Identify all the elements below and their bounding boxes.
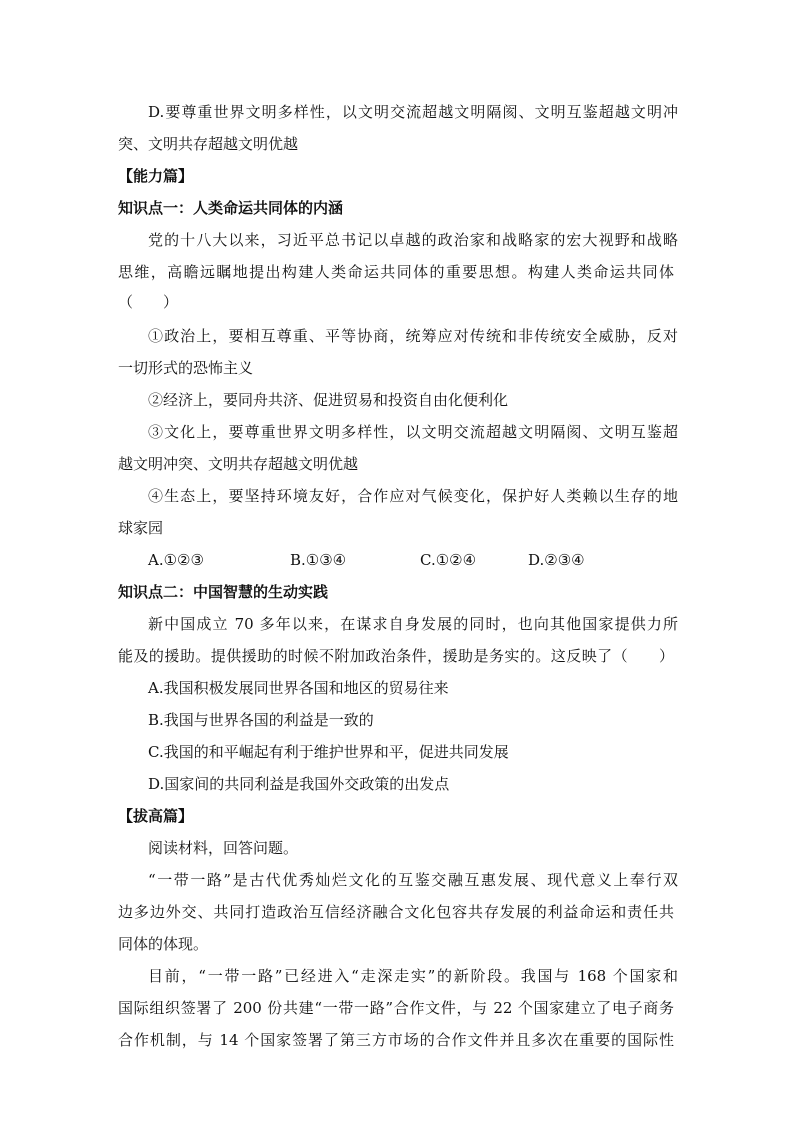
kp1-option-b: B.①③④ xyxy=(290,551,347,569)
knowledge-point-2-title: 知识点二：中国智慧的生动实践 xyxy=(118,583,329,601)
kp1-option-d: D.②③④ xyxy=(528,551,585,569)
kp1-item4-line2: 球家园 xyxy=(118,519,164,537)
material-para2-line3: 合作机制，与 14 个国家签署了第三方市场的合作文件并且多次在重要的国际性 xyxy=(118,1031,674,1049)
kp1-answer-blank: （ ） xyxy=(118,293,179,311)
kp2-option-c: C.我国的和平崛起有利于维护世界和平，促进共同发展 xyxy=(148,743,509,761)
kp1-item3-line1: ③文化上，要尊重世界文明多样性，以文明交流超越文明隔阂、文明互鉴超 xyxy=(148,423,678,441)
kp2-stem-line2: 能及的援助。提供援助的时候不附加政治条件，援助是务实的。这反映了（ ） xyxy=(118,647,674,665)
kp1-stem-line1: 党的十八大以来，习近平总书记以卓越的政治家和战略家的宏大视野和战略 xyxy=(148,231,678,249)
material-para2-line2: 国际组织签署了 200 份共建“一带一路”合作文件，与 22 个国家建立了电子商务 xyxy=(118,999,674,1017)
kp1-stem-line2: 思维，高瞻远瞩地提出构建人类命运共同体的重要思想。构建人类命运共同体 xyxy=(118,263,674,281)
kp1-item2: ②经济上，要同舟共济、促进贸易和投资自由化便利化 xyxy=(148,391,509,409)
material-para1-line2: 边多边外交、共同打造政治互信经济融合文化包容共存发展的利益命运和责任共 xyxy=(118,903,674,921)
kp1-item4-line1: ④生态上，要坚持环境友好，合作应对气候变化，保护好人类赖以生存的地 xyxy=(148,487,678,505)
section-heading-advanced: 【拔高篇】 xyxy=(118,807,194,825)
advanced-intro: 阅读材料，回答问题。 xyxy=(148,839,299,857)
kp1-item1-line2: 一切形式的恐怖主义 xyxy=(118,359,254,377)
prev-question-option-d-line1: D.要尊重世界文明多样性，以文明交流超越文明隔阂、文明互鉴超越文明冲 xyxy=(148,103,678,121)
material-para1-line3: 同体的体现。 xyxy=(118,935,209,953)
material-para2-line1: 目前，“一带一路”已经进入“走深走实”的新阶段。我国与 168 个国家和 xyxy=(148,967,678,985)
kp1-item3-line2: 越文明冲突、文明共存超越文明优越 xyxy=(118,455,359,473)
kp1-option-a: A.①②③ xyxy=(148,551,204,569)
kp1-item1-line1: ①政治上，要相互尊重、平等协商，统筹应对传统和非传统安全威胁，反对 xyxy=(148,327,678,345)
material-para1-line1: “一带一路”是古代优秀灿烂文化的互鉴交融互惠发展、现代意义上奉行双 xyxy=(148,871,678,889)
prev-question-option-d-line2: 突、文明共存超越文明优越 xyxy=(118,135,299,153)
kp1-option-c: C.①②④ xyxy=(420,551,477,569)
kp2-option-b: B.我国与世界各国的利益是一致的 xyxy=(148,711,374,729)
kp2-option-d: D.国家间的共同利益是我国外交政策的出发点 xyxy=(148,775,450,793)
knowledge-point-1-title: 知识点一：人类命运共同体的内涵 xyxy=(118,199,344,217)
kp2-option-a: A.我国积极发展同世界各国和地区的贸易往来 xyxy=(148,679,449,697)
section-heading-ability: 【能力篇】 xyxy=(118,167,194,185)
kp2-stem-line1: 新中国成立 70 多年以来，在谋求自身发展的同时，也向其他国家提供力所 xyxy=(148,615,678,633)
